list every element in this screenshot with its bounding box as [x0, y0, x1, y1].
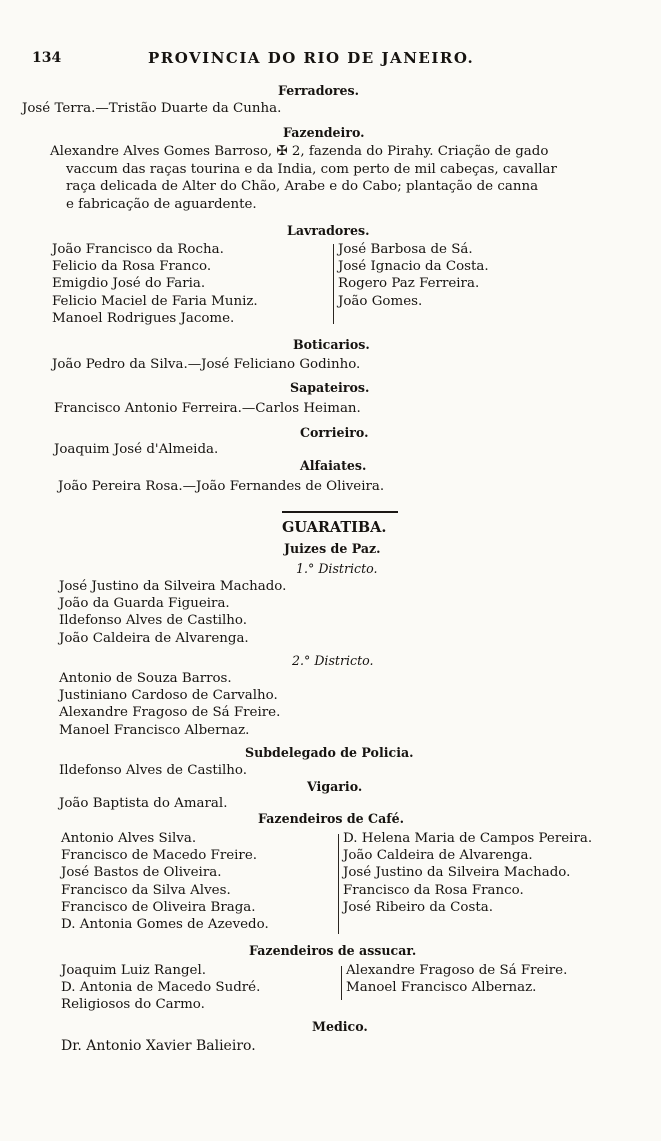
list-item: Justiniano Cardoso de Carvalho.	[59, 688, 278, 704]
assucar-right-column	[346, 962, 567, 996]
list-item: Manoel Francisco Albernaz.	[346, 980, 537, 996]
list-item: José Justino da Silveira Machado.	[343, 865, 571, 881]
list-item: Alexandre Fragoso de Sá Freire.	[346, 963, 568, 978]
list-item: Felicio da Rosa Franco.	[52, 259, 212, 275]
list-item: João da Guarda Figueira.	[59, 596, 230, 612]
heading-sapateiros: Sapateiros.	[290, 380, 370, 395]
heading-lavradores: Lavradores.	[287, 223, 370, 238]
heading-corrieiro: Corrieiro.	[300, 425, 369, 440]
list-item: Rogero Paz Ferreira.	[338, 276, 480, 292]
lavradores-right-column	[338, 241, 489, 310]
heading-fazendeiro: Fazendeiro.	[283, 125, 365, 140]
heading-distrito-1: 1.° Districto.	[296, 561, 378, 576]
list-item: Francisco da Rosa Franco.	[343, 882, 524, 898]
list-item: José Barbosa de Sá.	[338, 242, 473, 257]
fazendeiro-line: raça delicada de Alter do Chão, Arabe e do Cabo; plantação de canna	[66, 179, 539, 194]
heading-subdelegado: Subdelegado de Policia.	[245, 745, 414, 760]
list-item: João Gomes.	[338, 293, 423, 309]
list-item: Manoel Rodrigues Jacome.	[52, 310, 235, 326]
ferradores-line: José Terra.—Tristão Duarte da Cunha.	[22, 101, 282, 116]
column-divider	[338, 834, 339, 934]
list-item: Antonio Alves Silva.	[61, 831, 197, 846]
list-item: José Justino da Silveira Machado.	[59, 579, 287, 594]
list-item: Francisco de Oliveira Braga.	[61, 899, 256, 915]
list-item: João Caldeira de Alvarenga.	[59, 630, 249, 646]
list-item: Emigdio José do Faria.	[52, 276, 206, 292]
list-item: Manoel Francisco Albernaz.	[59, 722, 250, 738]
list-item: D. Helena Maria de Campos Pereira.	[343, 831, 593, 846]
medico-line: Dr. Antonio Xavier Balieiro.	[61, 1038, 256, 1054]
list-item: D. Antonia de Macedo Sudré.	[61, 980, 261, 996]
section-divider	[282, 511, 398, 513]
list-item: Antonio de Souza Barros.	[59, 671, 232, 686]
alfaiates-line: João Pereira Rosa.—João Fernandes de Oliveira.	[58, 479, 385, 494]
list-item: Felicio Maciel de Faria Muniz.	[52, 293, 258, 309]
list-item: José Ignacio da Costa.	[338, 259, 489, 275]
boticarios-line: João Pedro da Silva.—José Feliciano Godinho.	[52, 357, 361, 372]
list-item: Joaquim Luiz Rangel.	[61, 963, 206, 978]
sapateiros-line: Francisco Antonio Ferreira.—Carlos Heiman.	[54, 401, 361, 416]
heading-juizes: Juizes de Paz.	[284, 541, 381, 556]
cafe-left-column	[61, 830, 269, 933]
fazendeiro-paragraph	[50, 143, 557, 213]
list-item: Ildefonso Alves de Castilho.	[59, 613, 247, 629]
heading-ferradores: Ferradores.	[278, 83, 360, 98]
list-item: Francisco de Macedo Freire.	[61, 848, 258, 864]
heading-medico: Medico.	[312, 1019, 368, 1034]
distrito1-list	[59, 578, 286, 647]
subdelegado-line: Ildefonso Alves de Castilho.	[59, 763, 247, 778]
vigario-line: João Baptista do Amaral.	[59, 796, 228, 811]
list-item: José Bastos de Oliveira.	[61, 865, 222, 881]
lavradores-left-column	[52, 241, 258, 327]
list-item: Religiosos do Carmo.	[61, 997, 205, 1013]
heading-alfaiates: Alfaiates.	[300, 458, 367, 473]
corrieiro-line: Joaquim José d'Almeida.	[54, 442, 219, 457]
list-item: D. Antonia Gomes de Azevedo.	[61, 916, 269, 932]
heading-boticarios: Boticarios.	[293, 337, 370, 352]
fazendeiro-line: e fabricação de aguardente.	[66, 196, 257, 212]
heading-vigario: Vigario.	[307, 779, 363, 794]
fazendeiro-line: vaccum das raças tourina e da India, com perto de mil cabeças, cavallar	[66, 161, 557, 177]
heading-fazendeiros-cafe: Fazendeiros de Café.	[258, 811, 405, 826]
column-divider	[333, 244, 334, 324]
list-item: Francisco da Silva Alves.	[61, 882, 231, 898]
distrito2-list	[59, 670, 280, 739]
list-item: José Ribeiro da Costa.	[343, 899, 493, 915]
fazendeiro-line: Alexandre Alves Gomes Barroso, ✠ 2, fazenda do Pirahy. Criação de gado	[50, 144, 549, 159]
page-number: 134	[32, 50, 62, 66]
list-item: João Francisco da Rocha.	[52, 242, 224, 257]
list-item: Alexandre Fragoso de Sá Freire.	[59, 705, 281, 721]
heading-guaratiba: GUARATIBA.	[282, 519, 387, 536]
cafe-right-column	[343, 830, 592, 916]
heading-fazendeiros-assucar: Fazendeiros de assucar.	[249, 943, 417, 958]
running-head: PROVINCIA DO RIO DE JANEIRO.	[148, 49, 475, 67]
column-divider	[341, 966, 342, 1000]
assucar-left-column	[61, 962, 260, 1014]
heading-distrito-2: 2.° Districto.	[292, 653, 374, 668]
list-item: João Caldeira de Alvarenga.	[343, 848, 533, 864]
